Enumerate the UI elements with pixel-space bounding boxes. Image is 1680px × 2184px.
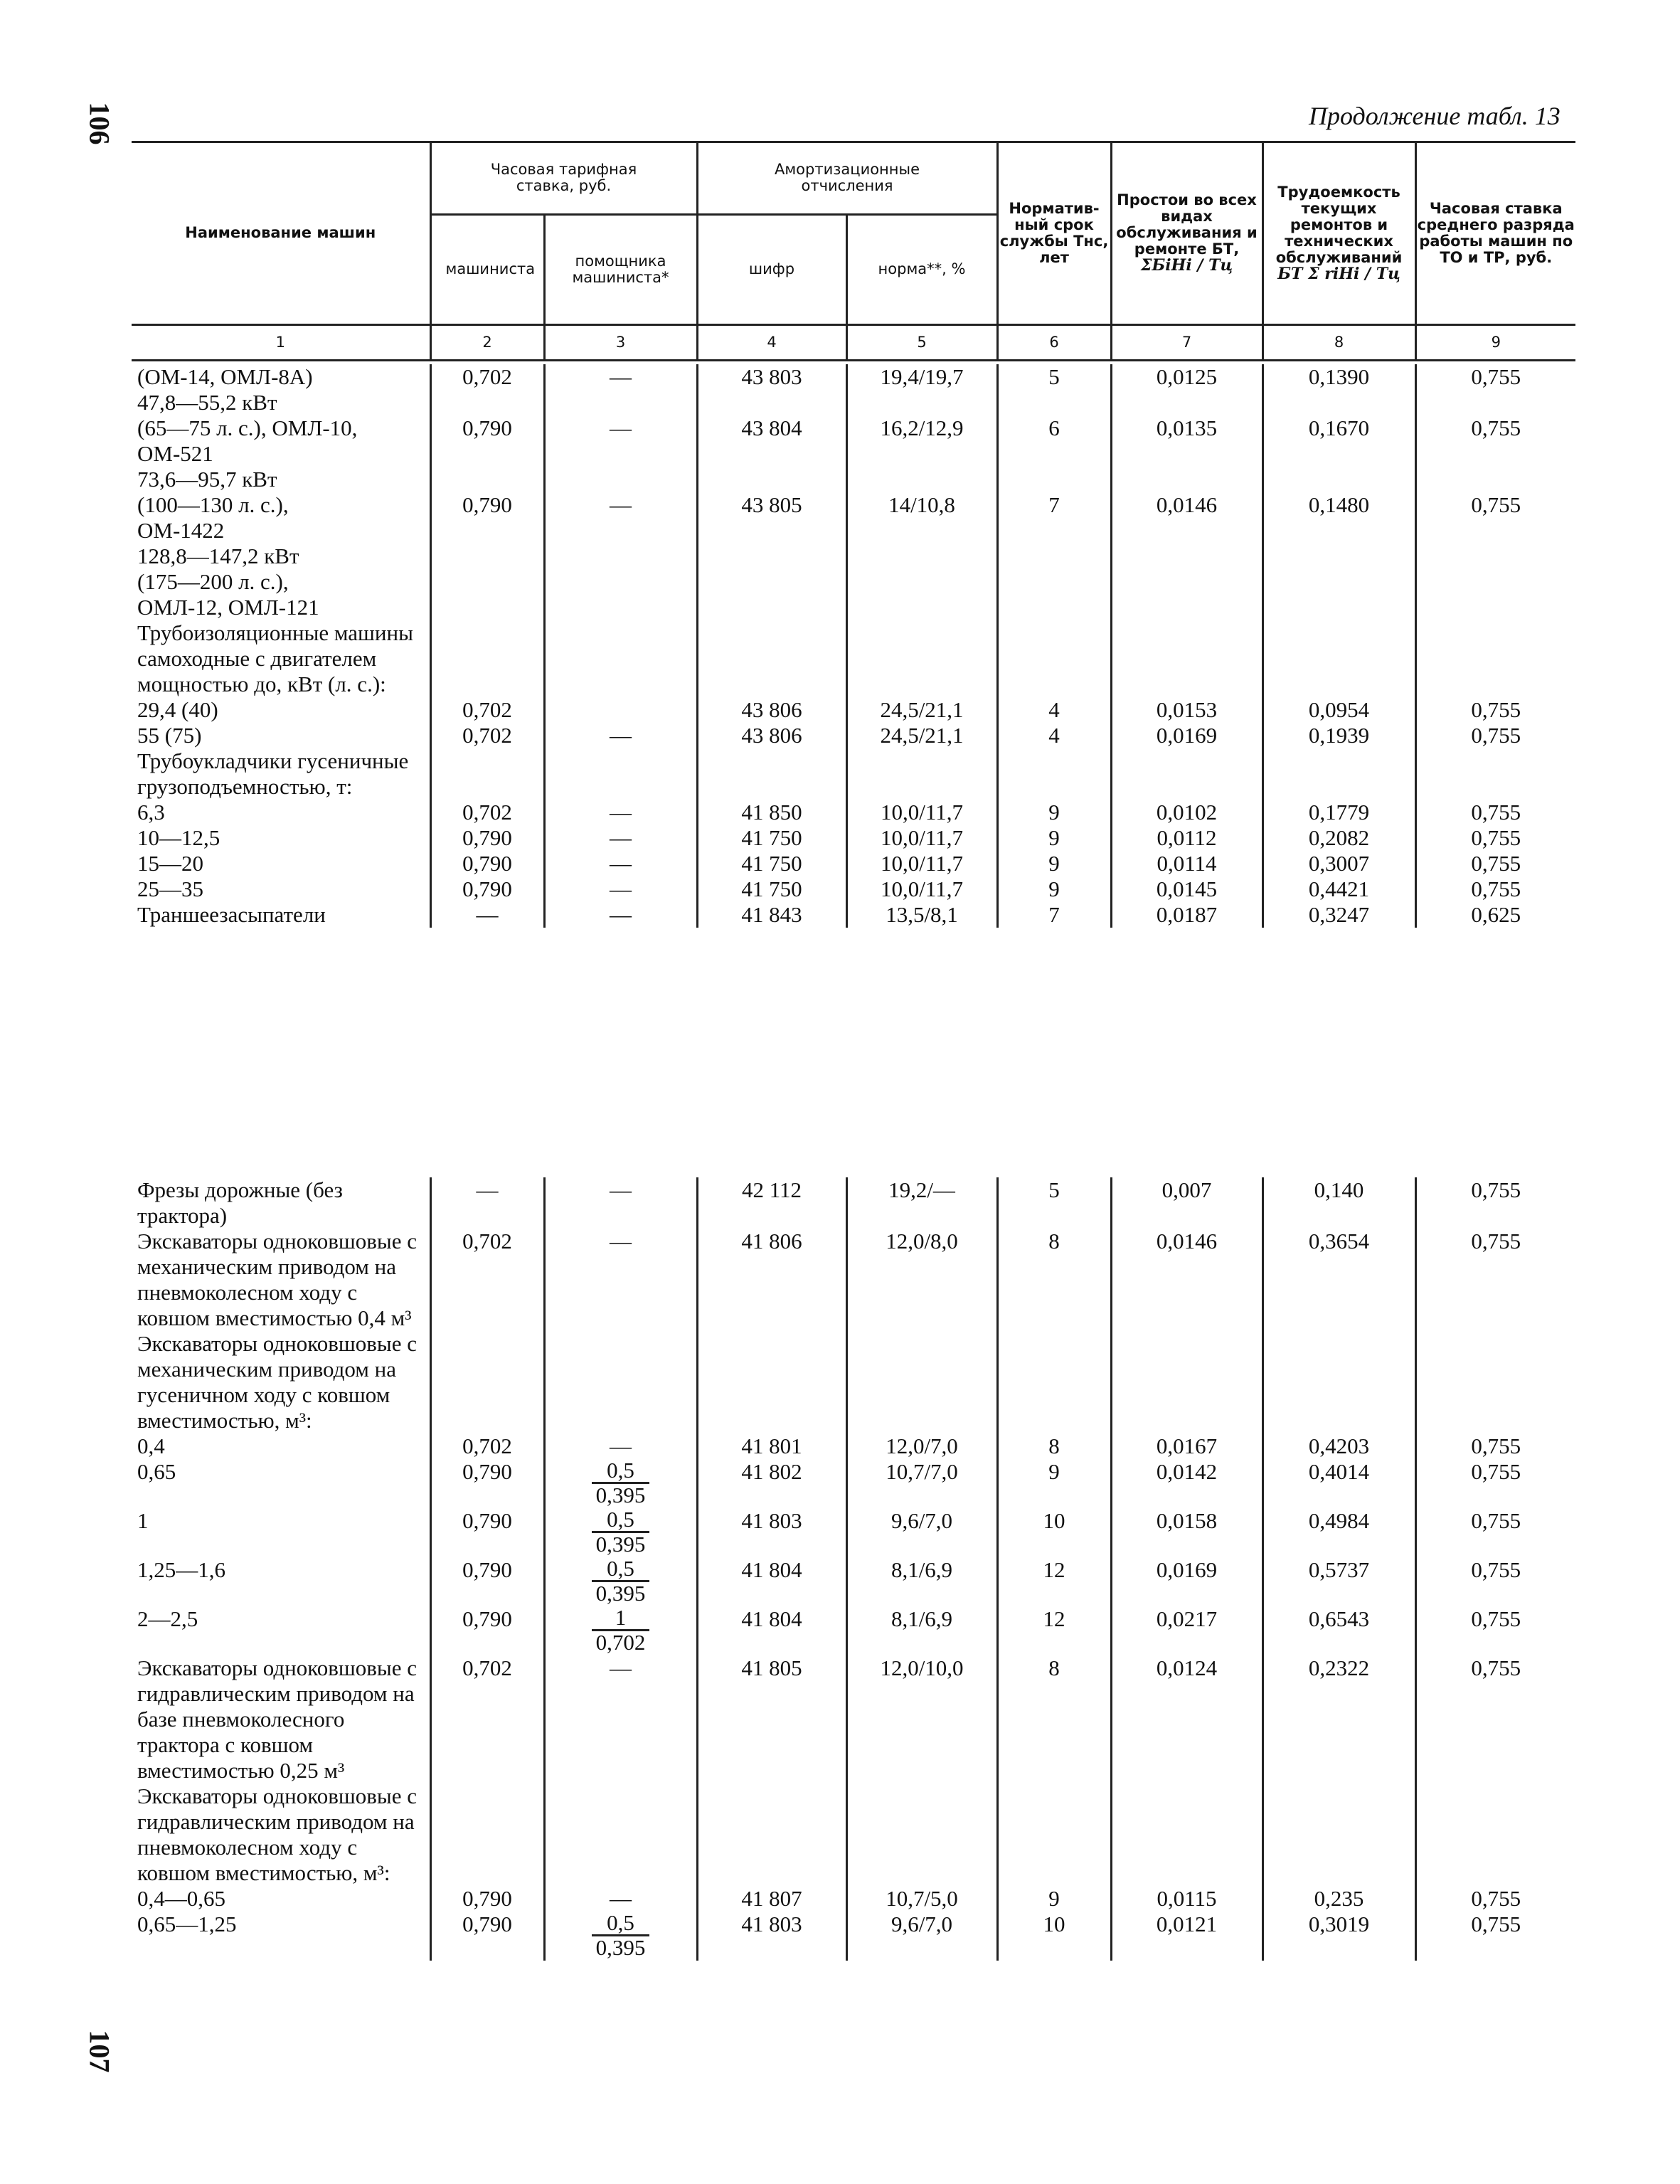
cell-col-5: 9,6/7,0	[846, 1508, 997, 1557]
cell-col-5	[846, 569, 997, 697]
cell-col-2: 0,790	[430, 1508, 544, 1557]
cell-col-4: 41 804	[697, 1557, 846, 1606]
header-rate-driver: машиниста	[430, 214, 544, 324]
header-hourly: Часовая ставка среднего разряда работы машин по ТО и ТР, руб.	[1415, 143, 1575, 324]
cell-col-3: —	[544, 1886, 697, 1912]
cell-col-5: 12,0/10,0	[846, 1655, 997, 1783]
header-amort-code: шифр	[697, 214, 846, 324]
cell-col-3	[544, 569, 697, 697]
cell-col-8	[1262, 569, 1415, 697]
cell-col-6: 7	[997, 902, 1111, 928]
cell-col-4: 41 805	[697, 1655, 846, 1783]
cell-col-9: 0,755	[1415, 851, 1575, 876]
cell-col-4: 43 805	[697, 492, 846, 569]
cell-col-6	[997, 1783, 1111, 1886]
cell-col-4	[697, 1783, 846, 1886]
header-amort-norm: норма**, %	[846, 214, 997, 324]
cell-col-8: 0,1390	[1262, 364, 1415, 415]
cell-col-6: 9	[997, 800, 1111, 825]
cell-col-2: —	[430, 902, 544, 928]
cell-col-7: 0,0135	[1111, 415, 1262, 492]
machine-name: 0,4—0,65	[137, 1886, 225, 1911]
fraction-numerator: 0,5	[592, 1459, 650, 1484]
cell-col-3-fraction	[544, 1912, 697, 1961]
cell-col-7: 0,0114	[1111, 851, 1262, 876]
cell-col-8: 0,4421	[1262, 876, 1415, 902]
cell-col-3: —	[544, 902, 697, 928]
cell-col-4: 41 803	[697, 1508, 846, 1557]
col-number-2: 2	[430, 324, 544, 360]
cell-col-7: 0,0146	[1111, 1229, 1262, 1331]
table-row	[132, 1886, 1575, 1912]
cell-col-5	[846, 1783, 997, 1886]
machine-name: 55 (75)	[137, 723, 202, 748]
col-number-1: 1	[275, 333, 285, 351]
cell-col-3: —	[544, 364, 697, 415]
table-row	[132, 1606, 1575, 1655]
cell-col-4	[697, 1331, 846, 1433]
cell-col-6: 8	[997, 1229, 1111, 1331]
cell-col-3: —	[544, 800, 697, 825]
machine-name: 1,25—1,6	[137, 1557, 225, 1582]
cell-col-3: —	[544, 492, 697, 569]
machine-name: 0,65—1,25	[137, 1912, 237, 1936]
machine-name: 15—20	[137, 851, 203, 876]
header-service-life: Норматив-ный срок службы Tнс, лет	[997, 143, 1111, 324]
cell-col-4: 41 750	[697, 851, 846, 876]
cell-col-7: 0,0169	[1111, 723, 1262, 748]
cell-col-5: 10,0/11,7	[846, 825, 997, 851]
cell-col-5: 8,1/6,9	[846, 1557, 997, 1606]
cell-col-8: 0,1670	[1262, 415, 1415, 492]
header-rate-group: Часовая тарифная ставка, руб.	[430, 143, 697, 214]
cell-col-2: 0,790	[430, 1886, 544, 1912]
cell-col-5: 24,5/21,1	[846, 723, 997, 748]
cell-col-7: 0,007	[1111, 1177, 1262, 1229]
cell-col-6	[997, 1331, 1111, 1433]
cell-col-9: 0,755	[1415, 492, 1575, 569]
cell-col-6: 6	[997, 415, 1111, 492]
table-row	[132, 1508, 1575, 1557]
cell-col-6: 9	[997, 825, 1111, 851]
fraction-numerator: 0,5	[592, 1912, 650, 1936]
machine-name: Траншеезасыпатели	[137, 902, 326, 927]
cell-col-2: 0,790	[430, 415, 544, 492]
cell-col-9: 0,755	[1415, 364, 1575, 415]
col-number-4: 4	[697, 324, 846, 360]
cell-col-4: 43 806	[697, 697, 846, 723]
cell-col-6: 12	[997, 1557, 1111, 1606]
machine-name: 0,65	[137, 1459, 176, 1484]
cell-col-2	[430, 748, 544, 800]
cell-col-7: 0,0169	[1111, 1557, 1262, 1606]
cell-col-6: 4	[997, 723, 1111, 748]
cell-col-9: 0,755	[1415, 1557, 1575, 1606]
machine-name: Фрезы дорожные (без трактора)	[137, 1177, 343, 1228]
cell-col-9: 0,755	[1415, 1433, 1575, 1459]
machine-name: 10—12,5	[137, 825, 220, 850]
cell-col-5	[846, 748, 997, 800]
cell-col-8	[1262, 1331, 1415, 1433]
cell-col-5: 24,5/21,1	[846, 697, 997, 723]
fraction-denominator: 0,395	[595, 1581, 646, 1606]
header-rate-assistant: помощника машиниста*	[544, 214, 697, 324]
fraction-numerator: 1	[592, 1606, 650, 1631]
cell-col-2: 0,790	[430, 1606, 544, 1655]
table-row	[132, 800, 1575, 825]
cell-col-5: 10,0/11,7	[846, 851, 997, 876]
cell-col-9: 0,755	[1415, 697, 1575, 723]
cell-col-7	[1111, 1331, 1262, 1433]
cell-col-7: 0,0145	[1111, 876, 1262, 902]
cell-col-3-fraction	[544, 1508, 697, 1557]
cell-col-8: 0,2082	[1262, 825, 1415, 851]
cell-col-6: 8	[997, 1433, 1111, 1459]
cell-col-4: 41 804	[697, 1606, 846, 1655]
cell-col-2: 0,702	[430, 723, 544, 748]
cell-col-9: 0,755	[1415, 1177, 1575, 1229]
page-number-top: 106	[83, 102, 116, 145]
cell-col-5: 10,7/7,0	[846, 1459, 997, 1508]
cell-col-2	[430, 1331, 544, 1433]
cell-col-4: 41 806	[697, 1229, 846, 1331]
cell-col-3: —	[544, 851, 697, 876]
table-row	[132, 1783, 1575, 1886]
table-row	[132, 1177, 1575, 1229]
cell-col-8: 0,3007	[1262, 851, 1415, 876]
table-row	[132, 492, 1575, 569]
cell-col-3	[544, 1331, 697, 1433]
fraction-numerator: 0,5	[592, 1557, 650, 1582]
fraction	[592, 1912, 650, 1959]
cell-col-3: —	[544, 1177, 697, 1229]
cell-col-9: 0,755	[1415, 1886, 1575, 1912]
cell-col-7	[1111, 1783, 1262, 1886]
table-row	[132, 415, 1575, 492]
col-number-7: 7	[1111, 324, 1262, 360]
cell-col-2	[430, 569, 544, 697]
cell-col-2: 0,790	[430, 1912, 544, 1961]
cell-col-9: 0,755	[1415, 800, 1575, 825]
table-row	[132, 825, 1575, 851]
cell-col-6: 7	[997, 492, 1111, 569]
header-downtime	[1111, 143, 1262, 324]
cell-col-5: 13,5/8,1	[846, 902, 997, 928]
col-number-6: 6	[997, 324, 1111, 360]
cell-col-3-fraction	[544, 1557, 697, 1606]
cell-col-6: 10	[997, 1912, 1111, 1961]
machine-name: (ОМ-14, ОМЛ-8А) 47,8—55,2 кВт	[137, 364, 313, 415]
machine-name: 1	[137, 1508, 149, 1533]
cell-col-7: 0,0146	[1111, 492, 1262, 569]
table-row	[132, 569, 1575, 697]
cell-col-6: 8	[997, 1655, 1111, 1783]
cell-col-4: 41 750	[697, 876, 846, 902]
cell-col-3: —	[544, 723, 697, 748]
cell-col-4: 41 801	[697, 1433, 846, 1459]
cell-col-4: 43 806	[697, 723, 846, 748]
cell-col-4: 41 750	[697, 825, 846, 851]
cell-col-9: 0,625	[1415, 902, 1575, 928]
cell-col-8: 0,4984	[1262, 1508, 1415, 1557]
header-labor-label: Трудоемкость текущих ремонтов и технических обслуживаний	[1275, 183, 1403, 266]
cell-col-9: 0,755	[1415, 1459, 1575, 1508]
cell-col-6: 9	[997, 876, 1111, 902]
cell-col-8: 0,0954	[1262, 697, 1415, 723]
cell-col-9	[1415, 748, 1575, 800]
cell-col-2: 0,702	[430, 1655, 544, 1783]
header-downtime-label: Простои во всех видах обслуживания и ремонте БТ,	[1116, 191, 1258, 258]
machine-name: Экскаваторы одноковшовые с гидравлическим приводом на пневмоколесном ходу с ковшом вместимостью, м³:	[137, 1783, 417, 1885]
machine-name: (175—200 л. с.), ОМЛ-12, ОМЛ-121 Трубоизоляционные машины самоходные с двигателем мощностью до, кВт (л. с.):	[137, 569, 413, 696]
cell-col-5: 10,7/5,0	[846, 1886, 997, 1912]
table-row	[132, 1459, 1575, 1508]
header-labor	[1262, 143, 1415, 324]
cell-col-2: 0,790	[430, 492, 544, 569]
cell-col-6: 5	[997, 364, 1111, 415]
cell-col-7: 0,0167	[1111, 1433, 1262, 1459]
cell-col-2: 0,790	[430, 876, 544, 902]
cell-col-2: 0,790	[430, 851, 544, 876]
cell-col-4: 41 807	[697, 1886, 846, 1912]
machine-name: Экскаваторы одноковшовые с гидравлическим приводом на базе пневмоколесного трактора с ковшом вместимостью 0,25 м³	[137, 1655, 417, 1783]
fraction	[592, 1557, 650, 1605]
table-row	[132, 902, 1575, 928]
header-downtime-formula: ΣБiHi / Tц	[1140, 256, 1233, 275]
cell-col-8: 0,1779	[1262, 800, 1415, 825]
table-row	[132, 1557, 1575, 1606]
fraction	[592, 1459, 650, 1507]
cell-col-7: 0,0217	[1111, 1606, 1262, 1655]
cell-col-6	[997, 569, 1111, 697]
cell-col-5: 16,2/12,9	[846, 415, 997, 492]
col-number-8: 8	[1262, 324, 1415, 360]
cell-col-7: 0,0102	[1111, 800, 1262, 825]
fraction-numerator: 0,5	[592, 1508, 650, 1533]
cell-col-2: —	[430, 1177, 544, 1229]
cell-col-2: 0,702	[430, 1229, 544, 1331]
table-row	[132, 1331, 1575, 1433]
table-row	[132, 723, 1575, 748]
cell-col-8: 0,2322	[1262, 1655, 1415, 1783]
cell-col-4	[697, 748, 846, 800]
table-row	[132, 364, 1575, 415]
cell-col-4: 43 803	[697, 364, 846, 415]
fraction-denominator: 0,702	[595, 1630, 646, 1655]
table-continuation-title: Продолжение табл. 13	[1309, 102, 1561, 130]
cell-col-6: 9	[997, 1459, 1111, 1508]
cell-col-3: —	[544, 825, 697, 851]
col-number-3: 3	[544, 324, 697, 360]
cell-col-7: 0,0187	[1111, 902, 1262, 928]
table-row	[132, 876, 1575, 902]
cell-col-5: 10,0/11,7	[846, 876, 997, 902]
cell-col-3	[544, 1783, 697, 1886]
cell-col-7: 0,0115	[1111, 1886, 1262, 1912]
cell-col-3	[544, 748, 697, 800]
cell-col-5: 14/10,8	[846, 492, 997, 569]
table-row	[132, 697, 1575, 723]
table-row	[132, 748, 1575, 800]
cell-col-8: 0,140	[1262, 1177, 1415, 1229]
table-body-top	[132, 364, 1575, 928]
cell-col-2: 0,790	[430, 1557, 544, 1606]
cell-col-8: 0,6543	[1262, 1606, 1415, 1655]
cell-col-3-fraction	[544, 1459, 697, 1508]
table-row	[132, 851, 1575, 876]
machine-name: 6,3	[137, 800, 165, 825]
cell-col-5: 12,0/8,0	[846, 1229, 997, 1331]
fraction	[592, 1508, 650, 1556]
cell-col-9: 0,755	[1415, 415, 1575, 492]
cell-col-2: 0,702	[430, 364, 544, 415]
cell-col-5	[846, 1331, 997, 1433]
cell-col-5: 19,4/19,7	[846, 364, 997, 415]
header-amort-group: Амортизационные отчисления	[697, 143, 997, 214]
cell-col-6: 5	[997, 1177, 1111, 1229]
table-row	[132, 1433, 1575, 1459]
cell-col-2	[430, 1783, 544, 1886]
cell-col-2: 0,702	[430, 800, 544, 825]
header-labor-formula: БТ Σ riHi / Tц	[1277, 264, 1400, 283]
col-number-5: 5	[846, 324, 997, 360]
cell-col-7: 0,0142	[1111, 1459, 1262, 1508]
cell-col-7: 0,0125	[1111, 364, 1262, 415]
cell-col-8: 0,1939	[1262, 723, 1415, 748]
cell-col-5: 8,1/6,9	[846, 1606, 997, 1655]
cell-col-7	[1111, 569, 1262, 697]
table-row	[132, 1912, 1575, 1961]
cell-col-8: 0,4203	[1262, 1433, 1415, 1459]
cell-col-8: 0,3654	[1262, 1229, 1415, 1331]
cell-col-9: 0,755	[1415, 723, 1575, 748]
cell-col-8: 0,235	[1262, 1886, 1415, 1912]
cell-col-7: 0,0112	[1111, 825, 1262, 851]
cell-col-9: 0,755	[1415, 1508, 1575, 1557]
cell-col-8	[1262, 748, 1415, 800]
cell-col-6: 12	[997, 1606, 1111, 1655]
cell-col-6: 9	[997, 851, 1111, 876]
machine-name: Трубоукладчики гусеничные грузоподъемностью, т:	[137, 748, 409, 799]
cell-col-5: 19,2/—	[846, 1177, 997, 1229]
cell-col-6: 4	[997, 697, 1111, 723]
col-number-9: 9	[1415, 324, 1575, 360]
cell-col-6: 10	[997, 1508, 1111, 1557]
cell-col-8: 0,5737	[1262, 1557, 1415, 1606]
cell-col-9	[1415, 1331, 1575, 1433]
machine-name: Экскаваторы одноковшовые с механическим приводом на гусеничном ходу с ковшом вместимостью, м³:	[137, 1331, 417, 1433]
fraction	[592, 1606, 650, 1654]
cell-col-4: 41 802	[697, 1459, 846, 1508]
cell-col-7: 0,0124	[1111, 1655, 1262, 1783]
cell-col-8: 0,3247	[1262, 902, 1415, 928]
cell-col-3: —	[544, 876, 697, 902]
cell-col-7	[1111, 748, 1262, 800]
cell-col-3-fraction	[544, 1606, 697, 1655]
cell-col-3: —	[544, 1229, 697, 1331]
cell-col-8	[1262, 1783, 1415, 1886]
cell-col-5: 12,0/7,0	[846, 1433, 997, 1459]
cell-col-8: 0,3019	[1262, 1912, 1415, 1961]
cell-col-3	[544, 697, 697, 723]
cell-col-9	[1415, 569, 1575, 697]
cell-col-9	[1415, 1783, 1575, 1886]
cell-col-4: 41 850	[697, 800, 846, 825]
cell-col-6: 9	[997, 1886, 1111, 1912]
cell-col-3: —	[544, 1433, 697, 1459]
cell-col-8: 0,4014	[1262, 1459, 1415, 1508]
cell-col-4: 42 112	[697, 1177, 846, 1229]
cell-col-2: 0,790	[430, 825, 544, 851]
machine-name: 29,4 (40)	[137, 697, 218, 722]
machine-name: 2—2,5	[137, 1606, 198, 1631]
cell-col-7: 0,0158	[1111, 1508, 1262, 1557]
table-row	[132, 1229, 1575, 1331]
machine-name: 25—35	[137, 876, 203, 901]
cell-col-6	[997, 748, 1111, 800]
fraction-denominator: 0,395	[595, 1483, 646, 1507]
cell-col-5: 10,0/11,7	[846, 800, 997, 825]
cell-col-4	[697, 569, 846, 697]
cell-col-2: 0,790	[430, 1459, 544, 1508]
cell-col-7: 0,0153	[1111, 697, 1262, 723]
page-number-bottom: 107	[83, 2030, 116, 2073]
machine-name: Экскаваторы одноковшовые с механическим приводом на пневмоколесном ходу с ковшом вместимостью 0,4 м³	[137, 1229, 417, 1330]
cell-col-8: 0,1480	[1262, 492, 1415, 569]
header-name: Наименование машин	[185, 224, 376, 242]
cell-col-2: 0,702	[430, 697, 544, 723]
cell-col-7: 0,0121	[1111, 1912, 1262, 1961]
cell-col-4: 41 843	[697, 902, 846, 928]
machine-name: 0,4	[137, 1433, 165, 1458]
machine-name: (65—75 л. с.), ОМЛ-10, ОМ-521 73,6—95,7 кВт	[137, 415, 358, 492]
fraction-denominator: 0,395	[595, 1935, 646, 1960]
cell-col-3: —	[544, 1655, 697, 1783]
table-row	[132, 1655, 1575, 1783]
cell-col-9: 0,755	[1415, 825, 1575, 851]
machine-name: (100—130 л. с.), ОМ-1422 128,8—147,2 кВт	[137, 492, 299, 568]
cell-col-9: 0,755	[1415, 1912, 1575, 1961]
cell-col-9: 0,755	[1415, 876, 1575, 902]
fraction-denominator: 0,395	[595, 1532, 646, 1557]
cell-col-9: 0,755	[1415, 1606, 1575, 1655]
cell-col-5: 9,6/7,0	[846, 1912, 997, 1961]
cell-col-9: 0,755	[1415, 1229, 1575, 1331]
cell-col-9: 0,755	[1415, 1655, 1575, 1783]
cell-col-4: 43 804	[697, 415, 846, 492]
table-body-bottom	[132, 1177, 1575, 1961]
cell-col-4: 41 803	[697, 1912, 846, 1961]
table-header	[132, 143, 1575, 361]
cell-col-2: 0,702	[430, 1433, 544, 1459]
cell-col-3: —	[544, 415, 697, 492]
